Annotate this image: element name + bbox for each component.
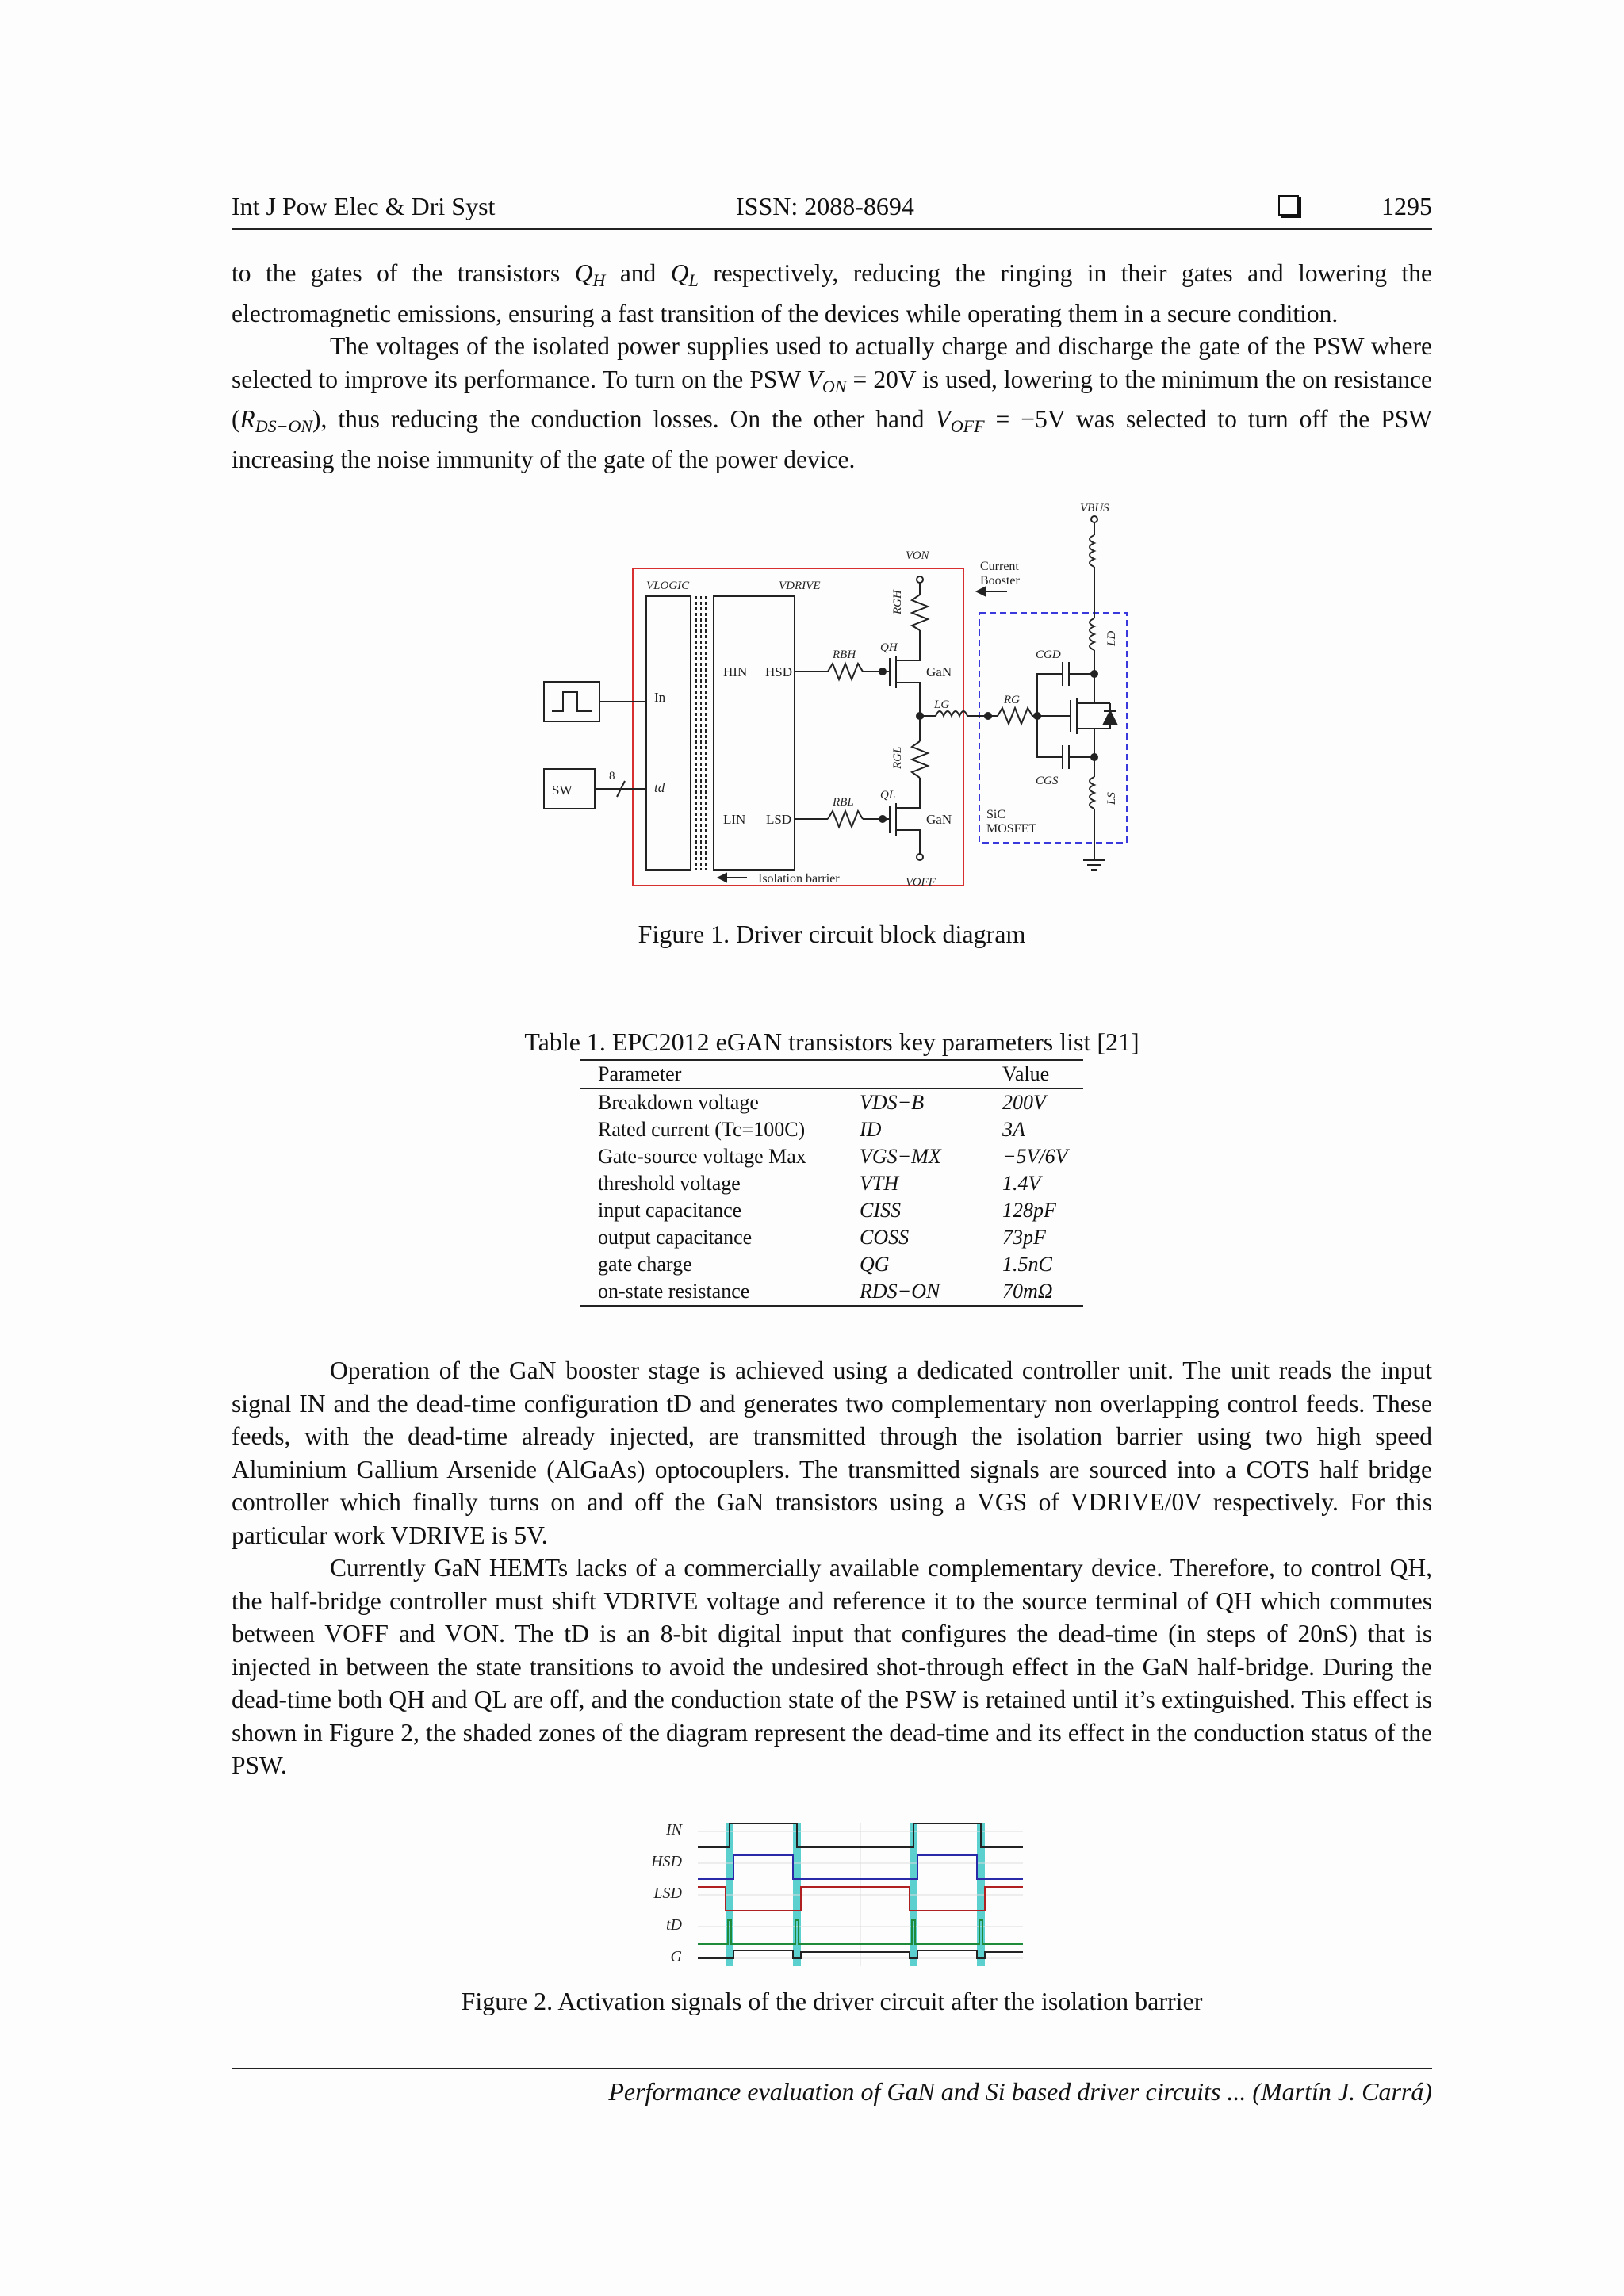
current-booster-label: Current xyxy=(980,560,1019,573)
rgh-label: RGH xyxy=(891,590,904,614)
paragraph: Operation of the GaN booster stage is achieved using a dedicated controller unit. The unit reads the input signal IN and the dead-time configuration tD and generates two complementary non overlapping control feeds. These feeds, with the dead-time already injected, are transmitted through the isolation barrier using two high speed Aluminium Gallium Arsenide (AlGaAs) optocouplers. The transmitted signals are sourced into a COTS half bridge controller which finally turns on and off the GaN transistors using a VGS of VDRIVE/0V respectively. For this particular work VDRIVE is 5V. xyxy=(232,1357,1432,1549)
param-name: input capacitance xyxy=(598,1199,742,1222)
param-value: 128pF xyxy=(1002,1199,1056,1222)
mosfet-label: MOSFET xyxy=(986,822,1037,836)
page-number: 1295 xyxy=(1381,192,1432,220)
lg-label: LG xyxy=(934,698,950,711)
hin-label: HIN xyxy=(723,664,748,679)
signal-label-in: IN xyxy=(666,1821,682,1839)
param-value: 70mΩ xyxy=(1002,1280,1053,1303)
param-symbol: VTH xyxy=(860,1172,899,1195)
param-symbol: RDS−ON xyxy=(860,1280,940,1303)
running-header xyxy=(232,190,1432,230)
parameters-table xyxy=(580,1059,1083,1307)
param-symbol: VGS−MX xyxy=(860,1145,941,1168)
vlogic-label: VLOGIC xyxy=(646,580,690,592)
ld-label: LD xyxy=(1105,630,1118,646)
param-value: −5V/6V xyxy=(1002,1145,1068,1168)
col-parameter: Parameter xyxy=(580,1061,842,1089)
signal-label-hsd: HSD xyxy=(651,1853,682,1870)
signal-label-lsd: LSD xyxy=(653,1885,682,1902)
param-name: Rated current (Tc=100C) xyxy=(598,1118,806,1141)
table-row xyxy=(580,1116,1083,1143)
square-icon xyxy=(1278,195,1299,216)
param-symbol: QG xyxy=(860,1253,890,1276)
td-label: td xyxy=(654,780,665,795)
footer-rule xyxy=(232,2068,1432,2069)
table-row xyxy=(580,1278,1083,1305)
rbh-label: RBH xyxy=(833,649,856,661)
lsd-label: LSD xyxy=(765,812,792,827)
table1-title: Table 1. EPC2012 eGAN transistors key parameters list [21] xyxy=(524,1027,1139,1056)
gan-high-label: GaN xyxy=(926,664,952,679)
sw-label: SW xyxy=(552,783,573,798)
param-name: threshold voltage xyxy=(598,1172,741,1195)
vbus-label: VBUS xyxy=(1080,502,1109,515)
paragraph: Currently GaN HEMTs lacks of a commercially available complementary device. Therefore, to control QH, the half-bridge controller must shift VDRIVE voltage and reference it to the source terminal of QH which commutes between VOFF and VON. The tD is an 8-bit digital input that configures the dead-time (in steps of 20nS) that is injected in between the state transitions to avoid the undesired shot-through effect in the GaN half-bridge. During the dead-time both QH and QL are off, and the conduction state of the PSW is retained until it’s extinguished. This effect is shown in Figure 2, the shaded zones of the diagram represent the dead-time and its effect in the conduction status of the PSW. xyxy=(232,1554,1432,1779)
journal-name: Int J Pow Elec & Dri Syst xyxy=(232,192,496,220)
paragraph: to the gates of the transistors $Q_H$ and $Q_L$ respectively, reducing the ringing in their gates and lowering the electromagnetic emissions, ensuring a fast transition of the devices while operating them in a secure condition. xyxy=(232,259,1433,327)
isolation-barrier-label: Isolation barrier xyxy=(758,872,840,886)
param-name: on-state resistance xyxy=(598,1280,750,1303)
qh-label: QH xyxy=(880,641,898,654)
param-value: 3A xyxy=(1002,1118,1025,1141)
rgl-label: RGL xyxy=(891,746,904,769)
param-name: gate charge xyxy=(598,1253,692,1276)
bus-width-label: 8 xyxy=(609,770,615,783)
param-value: 73pF xyxy=(1002,1226,1046,1249)
param-value: 200V xyxy=(1002,1091,1046,1114)
paragraph: The voltages of the isolated power supplies used to actually charge and discharge the gate of the PSW where selected to improve its performance. To turn on the PSW $V_{ON} = 20V$ is used, lowering to the minimum the on resistance $(R_{DS-ON})$, thus reducing the conduction losses. On the other hand $V_{OFF} = -5V$ was selected to turn off the PSW increasing the noise immunity of the gate of the power device. xyxy=(232,332,1433,473)
param-value: 1.4V xyxy=(1002,1172,1041,1195)
param-symbol: COSS xyxy=(860,1226,910,1249)
param-name: output capacitance xyxy=(598,1226,753,1249)
table-row xyxy=(580,1170,1083,1197)
param-symbol: CISS xyxy=(860,1199,901,1222)
rbl-label: RBL xyxy=(833,796,854,809)
body-text xyxy=(232,1354,1432,1782)
signal-label-td: tD xyxy=(666,1916,682,1934)
cgs-label: CGS xyxy=(1036,775,1059,787)
sic-label: SiC xyxy=(986,808,1006,821)
signal-label-g: G xyxy=(670,1948,682,1965)
figure1-caption: Figure 1. Driver circuit block diagram xyxy=(638,920,1026,948)
col-value: Value xyxy=(985,1061,1083,1089)
cgd-label: CGD xyxy=(1036,649,1061,661)
table-row xyxy=(580,1143,1083,1170)
voff-label: VOFF xyxy=(906,876,936,889)
von-label: VON xyxy=(906,549,929,562)
vdrive-label: VDRIVE xyxy=(779,580,821,592)
driver-circuit-diagram xyxy=(531,496,1134,900)
figure2-caption: Figure 2. Activation signals of the driver circuit after the isolation barrier xyxy=(461,1987,1203,2015)
table-row xyxy=(580,1251,1083,1278)
param-symbol: ID xyxy=(860,1118,882,1141)
table-row xyxy=(580,1197,1083,1224)
gan-low-label: GaN xyxy=(926,812,952,827)
issn: ISSN: 2088-8694 xyxy=(736,192,914,220)
table-header-row xyxy=(580,1061,1083,1089)
lin-label: LIN xyxy=(723,812,746,827)
table-row xyxy=(580,1224,1083,1251)
param-value: 1.5nC xyxy=(1002,1253,1052,1276)
hsd-label: HSD xyxy=(764,664,793,679)
current-booster-label-2: Booster xyxy=(980,574,1020,587)
running-footer: Performance evaluation of GaN and Si based driver circuits ... (Martín J. Carrá) xyxy=(608,2077,1432,2106)
ql-label: QL xyxy=(880,789,896,802)
param-name: Breakdown voltage xyxy=(598,1091,759,1114)
rg-label: RG xyxy=(1004,694,1020,706)
ls-label: LS xyxy=(1105,792,1118,805)
table-row xyxy=(580,1089,1083,1116)
param-symbol: VDS−B xyxy=(860,1091,925,1114)
param-name: Gate-source voltage Max xyxy=(598,1145,806,1168)
timing-diagram xyxy=(634,1808,1031,1974)
in-label: In xyxy=(654,690,666,705)
intro-text xyxy=(232,257,1432,476)
